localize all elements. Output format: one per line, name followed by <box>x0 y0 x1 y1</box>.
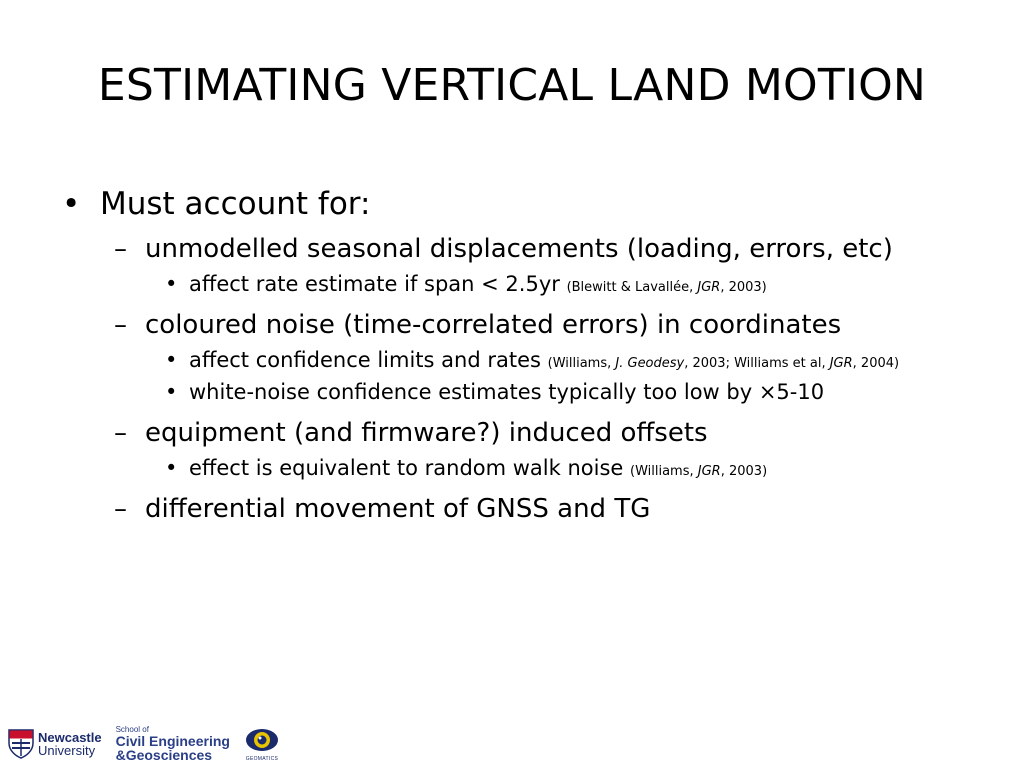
bullet-text: affect rate estimate if span < 2.5yr <box>189 272 567 296</box>
bullet-text: differential movement of GNSS and TG <box>145 494 651 524</box>
citation-text: (Blewitt & Lavallée, <box>566 280 698 295</box>
bullet-text: effect is equivalent to random walk noise <box>189 456 630 480</box>
citation-text: , 2003) <box>720 280 767 295</box>
newcastle-shield-icon <box>8 729 34 759</box>
bullet-dot: • <box>165 456 178 480</box>
bullet-level-1 <box>62 186 992 222</box>
dash-marker: – <box>114 234 127 264</box>
geomatics-label: GEOMATICS <box>245 755 279 762</box>
bullet-dot: • <box>165 272 178 296</box>
school-logo <box>116 726 230 762</box>
bullet-text: white-noise confidence estimates typically too low by ×5-10 <box>189 380 825 404</box>
citation <box>630 464 767 479</box>
bullet-dot: • <box>165 380 178 404</box>
citation-text: , 2003; Williams et al, <box>684 356 830 371</box>
citation <box>567 280 767 295</box>
citation-journal: JGR <box>697 464 721 479</box>
newcastle-university-logo <box>8 729 102 759</box>
bullet-level-2 <box>62 310 992 340</box>
citation-text: (Williams, <box>630 464 698 479</box>
bullet-text: equipment (and firmware?) induced offsets <box>145 418 708 448</box>
citation-text: (Williams, <box>547 356 616 371</box>
bullet-level-2 <box>62 494 992 524</box>
bullet-level-3 <box>62 380 992 404</box>
bullet-level-3 <box>62 348 992 372</box>
geomatics-eye-icon <box>244 727 280 755</box>
bullet-level-3 <box>62 272 992 296</box>
citation-journal: JGR <box>697 280 721 295</box>
bullet-text: coloured noise (time-correlated errors) in coordinates <box>145 310 842 340</box>
slide-content <box>62 186 992 524</box>
university-name: University <box>38 743 96 758</box>
bullet-text: unmodelled seasonal displacements (loading, errors, etc) <box>145 234 893 264</box>
newcastle-name: Newcastle <box>38 730 102 745</box>
citation-text: , 2004) <box>852 356 900 371</box>
citation-journal: JGR <box>829 356 853 371</box>
geomatics-logo <box>244 727 280 762</box>
bullet-level-2 <box>62 418 992 448</box>
citation-text: , 2003) <box>720 464 768 479</box>
citation <box>548 356 899 371</box>
bullet-level-2 <box>62 234 992 264</box>
school-line-2: Civil Engineering <box>115 733 230 749</box>
school-line-3: &Geosciences <box>115 747 213 763</box>
slide-title: ESTIMATING VERTICAL LAND MOTION <box>97 60 927 111</box>
bullet-text: affect confidence limits and rates <box>189 348 548 372</box>
dash-marker: – <box>114 494 127 524</box>
dash-marker: – <box>114 310 127 340</box>
bullet-level-3 <box>62 456 992 480</box>
bullet-dot: • <box>165 348 178 372</box>
bullet-text: Must account for: <box>100 186 371 222</box>
citation-journal: J. Geodesy <box>615 356 685 371</box>
bullet-dot: • <box>62 186 81 222</box>
footer-logos <box>8 724 280 764</box>
dash-marker: – <box>114 418 127 448</box>
school-line-1: School of <box>115 725 149 734</box>
